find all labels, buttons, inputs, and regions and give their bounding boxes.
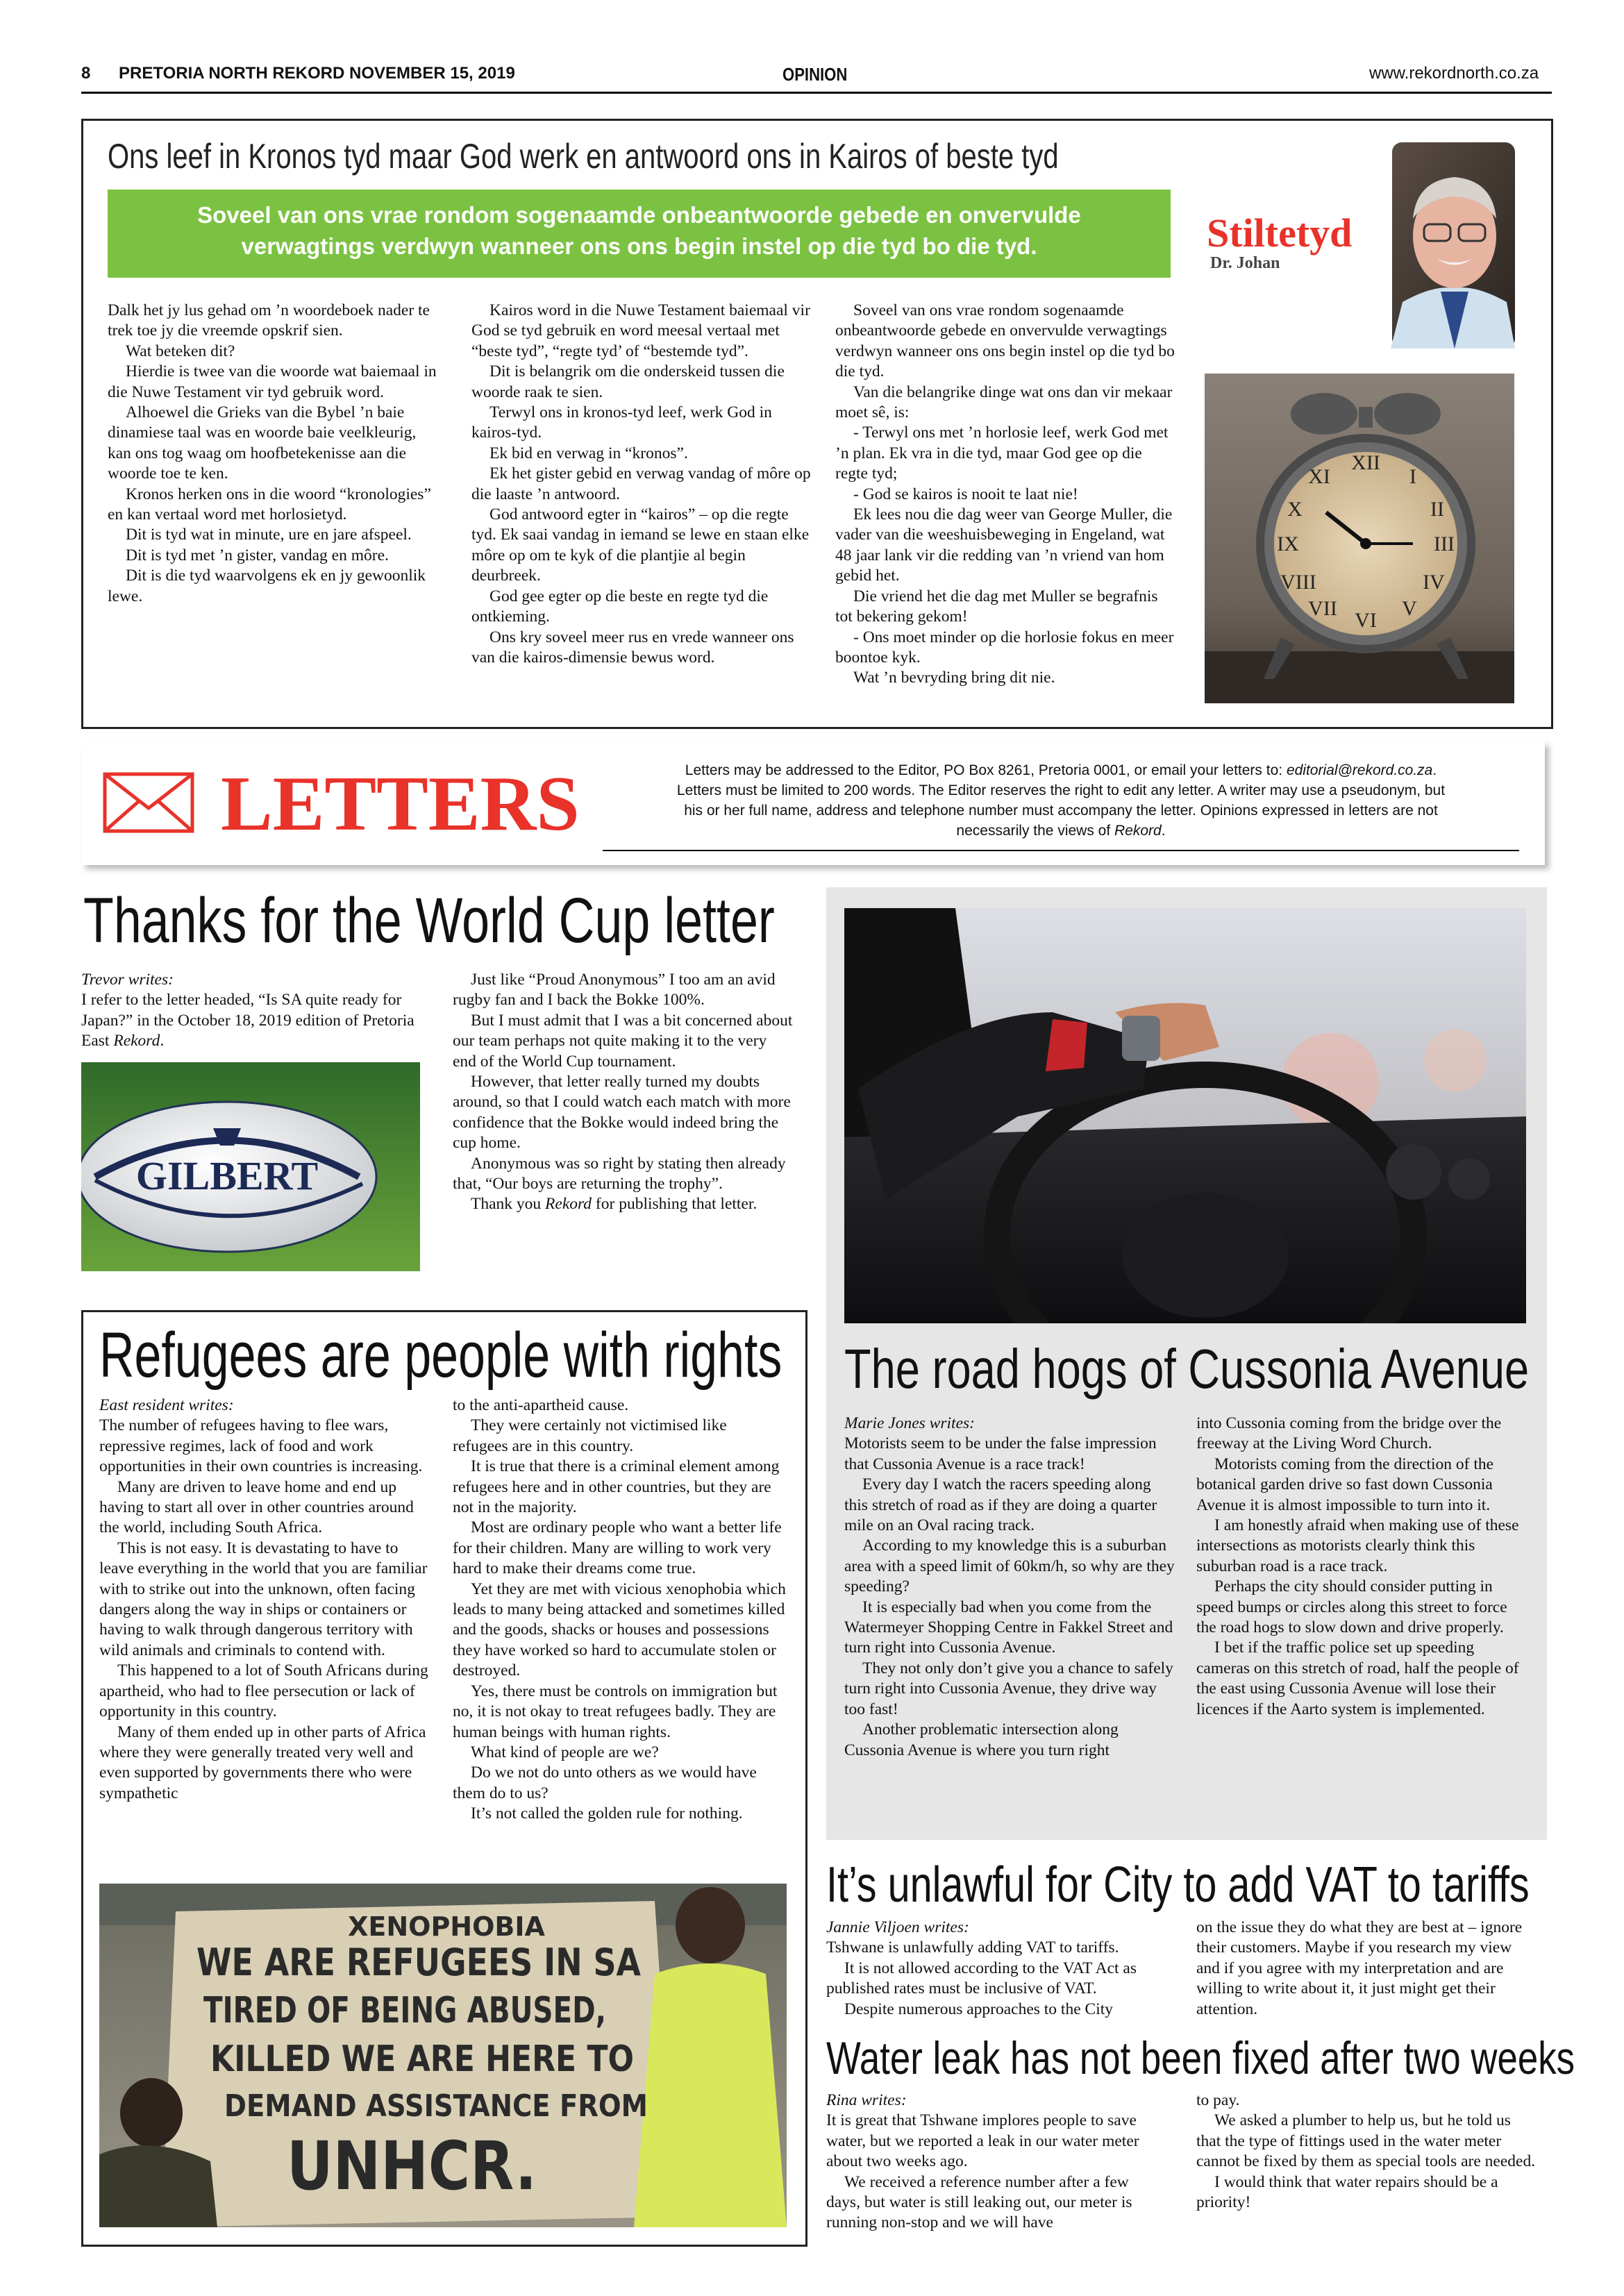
paragraph: Kronos herken ons in die woord “kronologies” en kan vertaal word met horlosietyd. <box>108 485 431 524</box>
ball-brand-text: GILBERT <box>135 1153 319 1198</box>
paragraph: However, that letter really turned my doubts around, so that I could watch each match with more confidence that the Bokke would indeed bring the cup home. <box>453 1073 791 1153</box>
paragraph: Thank you Rekord for publishing that letter. <box>471 1195 757 1214</box>
svg-text:XI: XI <box>1308 465 1330 488</box>
svg-text:VIII: VIII <box>1280 571 1316 594</box>
vat-column-1 <box>826 1918 1165 2020</box>
paragraph: What kind of people are we? <box>471 1743 659 1761</box>
paragraph: Motorists coming from the direction of the botanical garden drive so fast down Cussonia Avenue it is almost impossible to turn into it. <box>1196 1455 1494 1514</box>
paragraph: It is especially bad when you come from the Watermeyer Shopping Centre in Fakkel Street and turn right into Cussonia Avenue. <box>844 1598 1173 1657</box>
paragraph: Dalk het jy lus gehad om ’n woordeboek nader te trek toe jy die vreemde opskrif sien. <box>108 301 430 340</box>
paragraph: It’s not called the golden rule for nothing. <box>471 1804 743 1823</box>
paragraph: Every day I watch the racers speeding along this stretch of road as if they are doing a quarter mile on an Oval racing track. <box>844 1475 1157 1535</box>
svg-text:I: I <box>1409 465 1416 488</box>
sign-line: WE ARE REFUGEES IN SA <box>196 1941 642 1984</box>
paragraph: This happened to a lot of South Africans during apartheid, who had to flee persecution or lack of opportunity in this country. <box>99 1661 428 1721</box>
paragraph: Many are driven to leave home and end up having to start all over in other countries around the world, including South Africa. <box>99 1477 414 1537</box>
paragraph: Dit is belangrik om die onderskeid tussen die woorde raak te sien. <box>471 362 785 401</box>
paragraph: Ek het gister gebid en verwag vandag of môre op die laaste ’n antwoord. <box>471 464 811 503</box>
paragraph: It is not allowed according to the VAT Act as published rates must be inclusive of VAT. <box>826 1959 1137 1998</box>
paragraph: Another problematic intersection along Cussonia Avenue is where you turn right <box>844 1720 1119 1759</box>
paragraph: But I must admit that I was a bit concerned about our team perhaps not quite making it to the very end of the World Cup tournament. <box>453 1011 793 1071</box>
paragraph: Van die belangrike dinge wat ons dan vir mekaar moet sê, is: <box>835 383 1173 422</box>
paragraph: Soveel van ons vrae rondom sogenaamde onbeantwoorde gebede en onvervulde verwagtings verdwyn wanneer ons ons begin instel op die tyd bo die tyd. <box>835 301 1175 381</box>
worldcup-headline: Thanks for the World Cup letter <box>83 885 775 956</box>
driver-photo <box>844 908 1526 1323</box>
byline: Trevor writes: <box>81 971 174 989</box>
paragraph: - Terwyl ons met ’n horlosie leef, werk God met ’n plan. Ek vra in die tyd, maar God gee op die regte tyd; <box>835 424 1169 483</box>
svg-text:X: X <box>1287 498 1303 521</box>
standfirst-line-2: verwagtings verdwyn wanneer ons ons begin instel op die tyd bo die tyd. <box>241 233 1037 259</box>
svg-text:II: II <box>1430 498 1444 521</box>
paragraph: on the issue they do what they are best at – ignore their customers. Maybe if you research my view and if you agree with my interpretation and are willing to write about it, it just might get their attention. <box>1196 1918 1523 2018</box>
website-url[interactable]: www.rekordnorth.co.za <box>1369 64 1539 83</box>
editor-email-link[interactable]: editorial@rekord.co.za <box>1286 762 1433 778</box>
paragraph: Yes, there must be controls on immigration but no, it is not okay to treat refugees badly. They are human beings with human rights. <box>453 1682 778 1741</box>
stiltetyd-column-3 <box>835 301 1175 689</box>
stiltetyd-headline: Ons leef in Kronos tyd maar God werk en antwoord ons in Kairos of beste tyd <box>108 137 1059 176</box>
paragraph: - Ons moet minder op die horlosie fokus en meer boontoe kyk. <box>835 628 1174 667</box>
paragraph: Hierdie is twee van die woorde wat baiemaal in die Nuwe Testament vir tyd gebruik word. <box>108 362 437 401</box>
protest-sign-photo <box>99 1884 787 2227</box>
paragraph: I refer to the letter headed, “Is SA quite ready for Japan?” in the October 18, 2019 edition of Pretoria East Rekord. <box>81 991 415 1050</box>
clock-photo <box>1205 374 1514 703</box>
sign-line: KILLED WE ARE HERE TO <box>210 2038 634 2080</box>
paragraph: Dit is tyd met ’n gister, vandag en môre. <box>126 546 389 564</box>
guideline-line: necessarily the views of Rekord. <box>956 823 1166 839</box>
vat-column-2 <box>1196 1918 1537 2020</box>
letters-guidelines <box>603 760 1519 841</box>
svg-text:VII: VII <box>1308 597 1337 620</box>
worldcup-column-1 <box>81 970 420 1052</box>
svg-text:IV: IV <box>1423 571 1445 594</box>
rugby-ball-photo <box>81 1062 420 1271</box>
roadhogs-column-1 <box>844 1414 1178 1761</box>
stiltetyd-column-1 <box>108 301 440 607</box>
svg-text:VI: VI <box>1355 609 1377 632</box>
paragraph: Dit is tyd wat in minute, ure en jare afspeel. <box>126 526 412 544</box>
byline: Marie Jones writes: <box>844 1414 975 1432</box>
paragraph: into Cussonia coming from the bridge over the freeway at the Living Word Church. <box>1196 1414 1502 1453</box>
vat-headline: It’s unlawful for City to add VAT to tariffs <box>826 1857 1530 1913</box>
paragraph: I bet if the traffic police set up speeding cameras on this stretch of road, half the people of the east using Cussonia Avenue will lose their licences if the Aarto system is implemented. <box>1196 1639 1519 1718</box>
paragraph: This is not easy. It is devastating to have to leave everything in the world that you are familiar with to strike out into the unknown, often facing dangers along the way in ships or containers or having to walk through dangerous territory with wild animals and criminals to contend with. <box>99 1539 428 1659</box>
paragraph: Ek lees nou die dag weer van George Muller, die vader van die weeshuisbeweging in Engeland, wat 48 jaar lank vir die redding van ’n vriend van hom gebid het. <box>835 505 1173 585</box>
paragraph: to the anti-apartheid cause. <box>453 1396 629 1414</box>
paragraph: Die vriend het die dag met Muller se begrafnis tot bekering gekom! <box>835 587 1158 626</box>
paragraph: It is great that Tshwane implores people to save water, but we reported a leak in our water meter about two weeks ago. <box>826 2111 1139 2171</box>
header-rule <box>81 92 1552 94</box>
paragraph: to pay. <box>1196 2091 1240 2109</box>
svg-text:IX: IX <box>1277 533 1299 555</box>
paragraph: Ons kry soveel meer rus en vrede wanneer ons van die kairos-dimensie bewus word. <box>471 628 794 667</box>
paragraph: We asked a plumber to help us, but he told us that the type of fittings used in the water meter cannot be fixed by them as special tools are needed. <box>1196 2111 1536 2171</box>
paragraph: Tshwane is unlawfully adding VAT to tariffs. <box>826 1938 1119 1957</box>
page-number: 8 <box>81 64 91 83</box>
svg-text:XII: XII <box>1351 451 1380 474</box>
refugees-headline: Refugees are people with rights <box>99 1320 782 1391</box>
paragraph: They not only don’t give you a chance to safely turn right into Cussonia Avenue, they drive way too fast! <box>844 1659 1173 1718</box>
byline: Jannie Viljoen writes: <box>826 1918 969 1936</box>
paragraph: Anonymous was so right by stating then already that, “Our boys are returning the trophy”. <box>453 1154 786 1193</box>
waterleak-headline: Water leak has not been fixed after two weeks <box>826 2032 1575 2084</box>
sign-line: DEMAND ASSISTANCE FROM <box>224 2088 648 2124</box>
page-header <box>81 64 1552 87</box>
guideline-line: Letters must be limited to 200 words. The Editor reserves the right to edit any letter. A writer may use a pseudonym, but <box>676 782 1446 798</box>
standfirst-line-1: Soveel van ons vrae rondom sogenaamde onbeantwoorde gebede en onvervulde <box>197 202 1081 228</box>
guideline-line: Letters may be addressed to the Editor, PO Box 8261, Pretoria 0001, or email your letters to: editorial@rekord.co.za. <box>685 762 1437 778</box>
paragraph: It is true that there is a criminal element among refugees here and in other countries, but they are not in the majority. <box>453 1457 780 1517</box>
paragraph: Ek bid en verwag in “kronos”. <box>489 444 688 462</box>
paragraph: Do we not do unto others as we would have them do to us? <box>453 1763 757 1802</box>
paragraph: We received a reference number after a few days, but water is still leaking out, our meter is running non-stop and we will have <box>826 2172 1132 2232</box>
paragraph: Perhaps the city should consider putting in speed bumps or circles along this street to force the road hogs to slow down and drive properly. <box>1196 1577 1507 1637</box>
paragraph: They were certainly not victimised like refugees are in this country. <box>453 1416 727 1455</box>
envelope-icon <box>103 772 194 833</box>
paragraph: Kairos word in die Nuwe Testament baiemaal vir God se tyd gebruik en word meesal vertaal met “beste tyd”, “regte tyd’ of “bestemde tyd”. <box>471 301 810 360</box>
sign-line: TIRED OF BEING ABUSED, <box>203 1990 606 2031</box>
stiltetyd-author: Dr. Johan <box>1210 254 1280 272</box>
svg-text:V: V <box>1402 597 1417 620</box>
letters-rule <box>603 850 1519 851</box>
paragraph: I am honestly afraid when making use of these intersections as motorists clearly think this suburban road is a race track. <box>1196 1516 1519 1575</box>
paragraph: The number of refugees having to flee wars, repressive regimes, lack of food and work opportunities in their own countries is increasing. <box>99 1416 423 1476</box>
letters-title: LETTERS <box>221 761 580 847</box>
paragraph: Wat ’n bevryding bring dit nie. <box>853 669 1055 687</box>
guideline-line: his or her full name, address and telephone number must accompany the letter. Opinions expressed in letters are not <box>684 803 1438 819</box>
waterleak-column-2 <box>1196 2090 1537 2213</box>
paragraph: According to my knowledge this is a suburban area with a speed limit of 60km/h, so why are they speeding? <box>844 1536 1175 1596</box>
paragraph: Alhoewel die Grieks van die Bybel ’n baie dinamiese taal was en woorde baie veelkleurig, kan ons tog waag om hoofbetekenisse aan die woorde toe te ken. <box>108 403 417 483</box>
roadhogs-headline: The road hogs of Cussonia Avenue <box>844 1338 1530 1400</box>
byline: East resident writes: <box>99 1396 234 1414</box>
section-title: OPINION <box>782 64 848 85</box>
sign-xenophobia: XENOPHOBIA <box>348 1911 545 1942</box>
paragraph: God gee egter op die beste en regte tyd die ontkieming. <box>471 587 769 626</box>
worldcup-column-2 <box>453 970 793 1215</box>
stiltetyd-column-name: Stiltetyd <box>1207 210 1353 255</box>
byline: Rina writes: <box>826 2091 907 2109</box>
paragraph: Most are ordinary people who want a better life for their children. Many are willing to work very hard to make their dreams come true. <box>453 1518 782 1578</box>
paragraph: Terwyl ons in kronos-tyd leef, werk God in kairos-tyd. <box>471 403 772 442</box>
paragraph: Yet they are met with vicious xenophobia which leads to many being attacked and sometimes killed and the goods, shacks or houses and possessions they have worked so hard to accumulate stolen or destroyed. <box>453 1579 786 1680</box>
paragraph: Motorists seem to be under the false impression that Cussonia Avenue is a race track! <box>844 1434 1157 1473</box>
paragraph: Wat beteken dit? <box>126 342 235 360</box>
refugees-column-2 <box>453 1396 786 1825</box>
stiltetyd-column-2 <box>471 301 812 668</box>
publication-line: PRETORIA NORTH REKORD NOVEMBER 15, 2019 <box>119 64 515 83</box>
svg-text:III: III <box>1434 533 1455 555</box>
stiltetyd-standfirst <box>108 190 1171 278</box>
paragraph: I would think that water repairs should be a priority! <box>1196 2172 1498 2212</box>
paragraph: Dit is die tyd waarvolgens ek en jy gewoonlik lewe. <box>108 567 426 605</box>
sign-line: UNHCR. <box>287 2127 537 2205</box>
refugees-column-1 <box>99 1396 433 1804</box>
paragraph: God antwoord egter in “kairos” – op die regte tyd. Ek saai vandag in iemand se lewe en staan elke môre op om te kyk of die plantjie al begin deurbreek. <box>471 505 810 585</box>
waterleak-column-1 <box>826 2090 1165 2234</box>
paragraph: Just like “Proud Anonymous” I too am an avid rugby fan and I back the Bokke 100%. <box>453 971 776 1009</box>
paragraph: - God se kairos is nooit te laat nie! <box>853 485 1078 503</box>
paragraph: Despite numerous approaches to the City <box>844 2000 1114 2018</box>
paragraph: Many of them ended up in other parts of Africa where they were generally treated very well and even supported by governments there who were sympathetic <box>99 1723 426 1802</box>
roadhogs-column-2 <box>1196 1414 1530 1720</box>
